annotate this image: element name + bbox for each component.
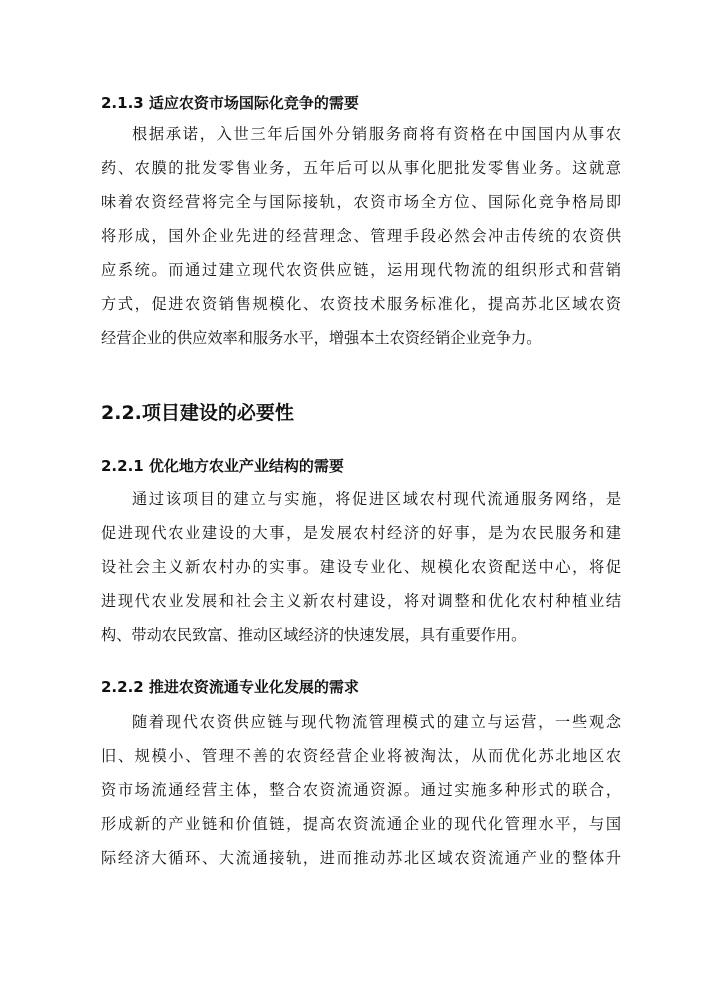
text-line: 药、农膜的批发零售业务，五年后可以从事化肥批发零售业务。这就意 [101, 159, 621, 177]
heading-2-2-2: 2.2.2 推进农资流通专业化发展的需求 [101, 678, 359, 696]
text-line: 形成新的产业链和价值链，提高农资流通企业的现代化管理水平，与国 [101, 815, 621, 833]
text-line: 通过该项目的建立与实施，将促进区域农村现代流通服务网络，是 [132, 490, 621, 508]
text-line: 旧、规模小、管理不善的农资经营企业将被淘汰，从而优化苏北地区农 [101, 747, 621, 765]
text-line: 构、带动农民致富、推动区域经济的快速发展，具有重要作用。 [101, 626, 527, 644]
text-line: 进现代农业发展和社会主义新农村建设，将对调整和优化农村种植业结 [101, 592, 621, 610]
paragraph-2-2-1 [101, 482, 621, 652]
paragraph-2-2-2 [101, 705, 621, 875]
text-line: 味着农资经营将完全与国际接轨，农资市场全方位、国际化竞争格局即 [101, 193, 621, 211]
text-line: 随着现代农资供应链与现代物流管理模式的建立与运营，一些观念 [132, 713, 621, 731]
text-line: 方式，促进农资销售规模化、农资技术服务标准化，提高苏北区域农资 [101, 295, 621, 313]
text-line: 根据承诺，入世三年后国外分销服务商将有资格在中国国内从事农 [132, 125, 621, 143]
heading-2-2-1: 2.2.1 优化地方农业产业结构的需要 [101, 457, 344, 475]
heading-2-2: 2.2.项目建设的必要性 [101, 402, 294, 424]
text-line: 应系统。而通过建立现代农资供应链，运用现代物流的组织形式和营销 [101, 261, 621, 279]
text-line: 设社会主义新农村办的实事。建设专业化、规模化农资配送中心，将促 [101, 558, 621, 576]
text-line: 将形成，国外企业先进的经营理念、管理手段必然会冲击传统的农资供 [101, 227, 621, 245]
text-line: 经营企业的供应效率和服务水平，增强本土农资经销企业竞争力。 [101, 329, 542, 347]
text-line: 促进现代农业建设的大事，是发展农村经济的好事，是为农民服务和建 [101, 524, 621, 542]
text-line: 际经济大循环、大流通接轨，进而推动苏北区域农资流通产业的整体升 [101, 849, 621, 867]
text-line: 资市场流通经营主体，整合农资流通资源。通过实施多种形式的联合， [101, 781, 621, 799]
heading-2-1-3: 2.1.3 适应农资市场国际化竞争的需要 [101, 94, 359, 112]
paragraph-2-1-3 [101, 117, 621, 355]
